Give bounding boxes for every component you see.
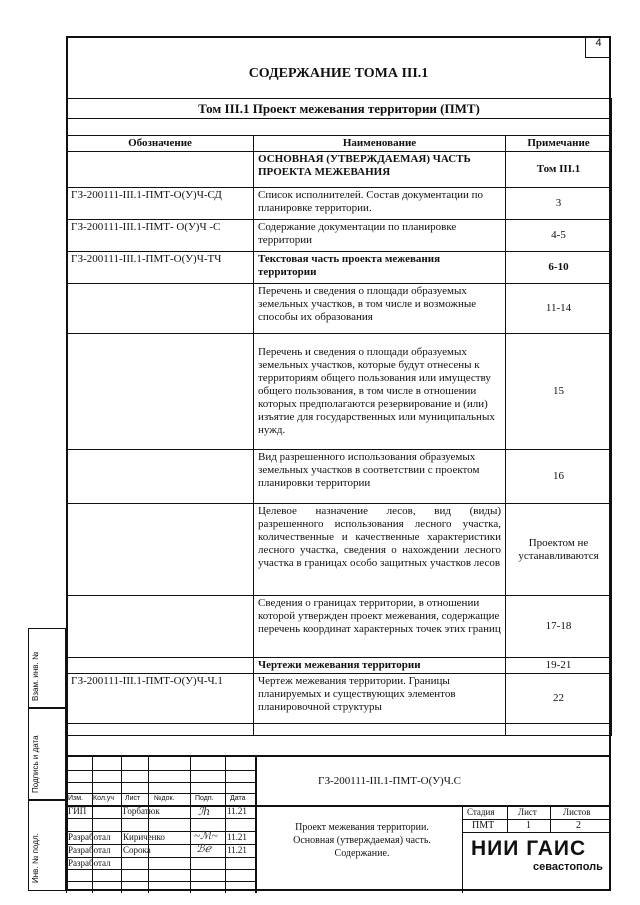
row-code xyxy=(67,334,254,450)
stamp-description-line-3: Содержание. xyxy=(334,848,390,859)
table-row xyxy=(67,334,612,450)
row-note: 11-14 xyxy=(506,284,612,334)
stamp-description-line-1: Проект межевания территории. xyxy=(295,822,429,833)
title-block xyxy=(66,755,611,891)
row-name: Чертеж межевания территории. Границы планируемых и существующих элементов планировочной структуры xyxy=(254,674,506,724)
stamp-name-1: Кириченко xyxy=(123,832,165,842)
row-code xyxy=(67,658,254,674)
table-row xyxy=(67,596,612,658)
document-code: ГЗ-200111-III.1-ПМТ-О(У)Ч.С xyxy=(318,775,461,787)
stamp-date-1: 11.21 xyxy=(227,832,247,842)
stamp-role-2: Разработал xyxy=(68,845,111,855)
page-title: СОДЕРЖАНИЕ ТОМА III.1 xyxy=(248,66,429,81)
row-code xyxy=(67,450,254,504)
column-header-code: Обозначение xyxy=(67,136,254,152)
row-code: ГЗ-200111-III.1-ПМТ-О(У)Ч-Ч.1 xyxy=(67,674,254,724)
stamp-header-date: Дата xyxy=(230,795,246,802)
row-name: Перечень и сведения о площади образуемых земельных участков, которые будут отнесены к территориям общего пользования или имуществу общего пользования, в том числе в отношении которых предполагаются резервирование и (или) изъятие для государственных или муниципальных нужд. xyxy=(254,334,506,450)
empty-cell xyxy=(67,724,254,736)
table-row xyxy=(67,504,612,596)
column-header-note: Примечание xyxy=(506,136,612,152)
table-row xyxy=(67,284,612,334)
side-box-inventory xyxy=(28,800,66,891)
stamp-name-0: Горбатюк xyxy=(123,806,160,816)
row-name: Сведения о границах территории, в отношении которой утвержден проект межевания, содержащие перечень координат характерных точек этих границ xyxy=(254,596,506,658)
row-name: ОСНОВНАЯ (УТВЕРЖДАЕМАЯ) ЧАСТЬ ПРОЕКТА МЕЖЕВАНИЯ xyxy=(254,152,506,188)
side-label-inventory: Инв. № подл. xyxy=(31,833,40,883)
row-note: 3 xyxy=(506,188,612,220)
stamp-sheet-header: Лист xyxy=(518,807,537,817)
stamp-date-0: 11.21 xyxy=(227,806,247,816)
stamp-stage-value: ПМТ xyxy=(472,820,495,831)
row-name: Целевое назначение лесов, вид (виды) разрешенного использования лесного участка, количественные и качественные характеристики лесного участка, сведения о нахождении лесного участка в границах особо защитных участков лесов xyxy=(254,504,506,596)
contents-table xyxy=(66,98,612,736)
table-row xyxy=(67,220,612,252)
row-note: 19-21 xyxy=(506,658,612,674)
column-header-name: Наименование xyxy=(254,136,506,152)
signature-scribble-0: ℐℎ xyxy=(198,806,211,818)
row-name: Текстовая часть проекта межевания территории xyxy=(254,252,506,284)
stamp-header-sheet: Лист xyxy=(125,795,141,802)
volume-heading-row xyxy=(67,99,612,119)
row-name: Перечень и сведения о площади образуемых земельных участков, в том числе и возможные способы их образования xyxy=(254,284,506,334)
stamp-sheet-value: 1 xyxy=(526,820,531,831)
stamp-role-1: Разработал xyxy=(68,832,111,842)
stamp-description-line-2: Основная (утверждаемая) часть. xyxy=(293,835,431,846)
stamp-description xyxy=(262,821,462,860)
stamp-header-signature: Подп. xyxy=(195,795,214,802)
row-code xyxy=(67,504,254,596)
side-box-replacement xyxy=(28,628,66,708)
table-row xyxy=(67,450,612,504)
row-name: Список исполнителей. Состав документации по планировке территории. xyxy=(254,188,506,220)
row-code xyxy=(67,596,254,658)
row-name: Чертежи межевания территории xyxy=(254,658,506,674)
org-logo-name: НИИ ГАИС xyxy=(471,837,587,860)
header-row xyxy=(67,136,612,152)
stamp-role-3: Разработал xyxy=(68,858,111,868)
table-row xyxy=(67,188,612,220)
signature-scribble-1: ~ℳ~ xyxy=(194,830,218,842)
row-note: Том III.1 xyxy=(506,152,612,188)
stamp-header-change: Изм. xyxy=(68,795,83,802)
stamp-sheets-header: Листов xyxy=(563,807,591,817)
empty-cell xyxy=(254,724,506,736)
row-code: ГЗ-200111-III.1-ПМТ-О(У)Ч-СД xyxy=(67,188,254,220)
empty-cell xyxy=(506,724,612,736)
stamp-date-2: 11.21 xyxy=(227,845,247,855)
stamp-name-2: Сорока xyxy=(123,845,151,855)
row-note: Проектом не устанавливаются xyxy=(506,504,612,596)
row-name: Содержание документации по планировке территории xyxy=(254,220,506,252)
stamp-stage-header: Стадия xyxy=(467,807,495,817)
stamp-header-docno: №док. xyxy=(154,795,175,802)
row-code xyxy=(67,284,254,334)
table-row xyxy=(67,152,612,188)
row-note: 15 xyxy=(506,334,612,450)
row-note: 6-10 xyxy=(506,252,612,284)
signature-scribble-2: ℬℯ xyxy=(196,843,212,855)
table-row xyxy=(67,658,612,674)
row-note: 4-5 xyxy=(506,220,612,252)
side-label-signature: Подпись и дата xyxy=(31,735,40,793)
side-box-signature xyxy=(28,708,66,800)
row-code: ГЗ-200111-III.1-ПМТ-О(У)Ч-ТЧ xyxy=(67,252,254,284)
page-number: 4 xyxy=(585,36,611,58)
stamp-header-qty: Кол.уч xyxy=(93,795,114,802)
stamp-role-0: ГИП xyxy=(68,806,87,816)
row-note: 17-18 xyxy=(506,596,612,658)
org-logo-city: севастополь xyxy=(533,861,603,873)
table-row xyxy=(67,674,612,724)
empty-row xyxy=(67,724,612,736)
volume-heading: Том III.1 Проект межевания территории (ПМТ) xyxy=(67,99,612,119)
stamp-sheets-value: 2 xyxy=(576,820,581,831)
side-label-replacement: Взам. инв. № xyxy=(31,651,40,701)
row-code: ГЗ-200111-III.1-ПМТ- О(У)Ч -С xyxy=(67,220,254,252)
row-code xyxy=(67,152,254,188)
empty-spacer-row xyxy=(67,119,612,136)
row-note: 22 xyxy=(506,674,612,724)
table-row xyxy=(67,252,612,284)
row-note: 16 xyxy=(506,450,612,504)
row-name: Вид разрешенного использования образуемых земельных участков в соответствии с проектом планировки территории xyxy=(254,450,506,504)
